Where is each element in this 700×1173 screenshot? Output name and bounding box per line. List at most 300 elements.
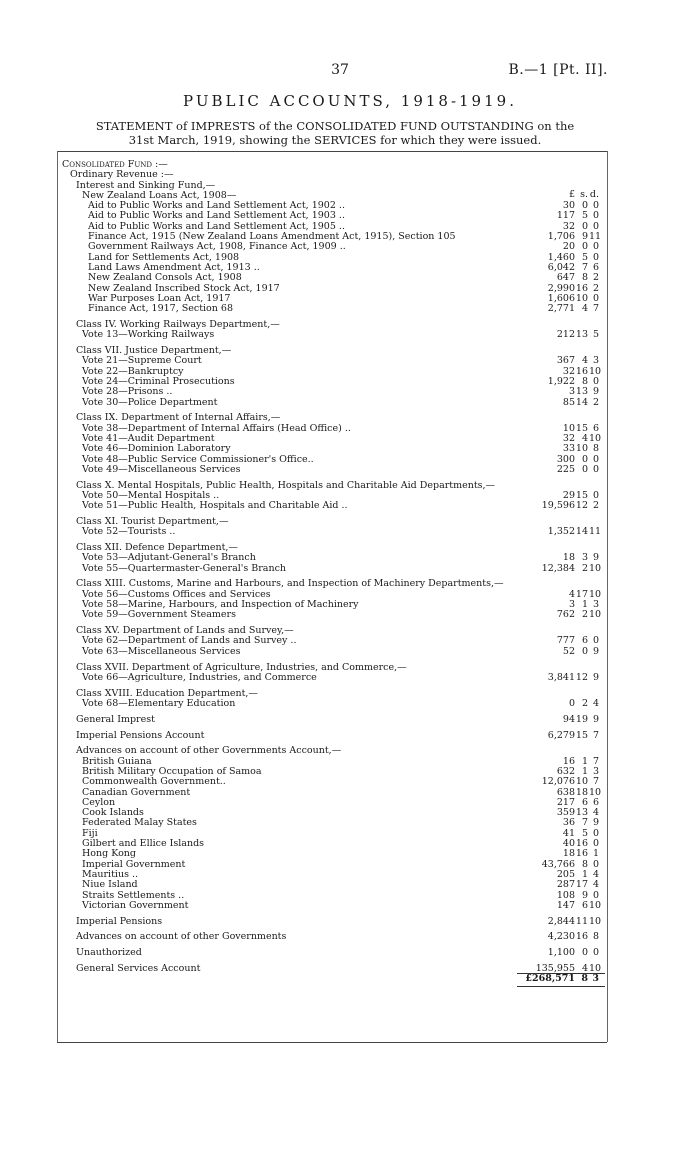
pounds-value: 647 [556, 272, 575, 284]
pounds-value: 43,766 [541, 858, 575, 870]
pence-value: 6 [592, 422, 599, 434]
shillings-value: 5 [581, 251, 588, 263]
table-right-rule [607, 151, 608, 1042]
pounds-value: 117 [556, 210, 575, 222]
amount-row [62, 777, 602, 787]
row-label: Land for Settlements Act, 1908 [88, 251, 240, 263]
row-label: Vote 21—Supreme Court [82, 355, 202, 367]
pence-value: 4 [592, 697, 599, 709]
pence-value: 0 [592, 220, 599, 232]
pence-value: 2 [592, 282, 599, 294]
row-label: Vote 49—Miscellaneous Services [82, 463, 241, 475]
pounds-value: 3 [568, 386, 575, 398]
amount-row [62, 647, 602, 657]
amount [509, 974, 599, 984]
shillings-value: 0 [581, 645, 588, 657]
pence-value: 9 [592, 552, 599, 564]
pence-value: 7 [592, 776, 599, 788]
pence-value: 2 [592, 396, 599, 408]
amount [509, 673, 599, 683]
shillings-value: 8 [581, 375, 588, 387]
pounds-value: 6,042 [547, 261, 575, 273]
row-label: Vote 58—Marine, Harbours, and Inspection of Machinery [82, 599, 359, 611]
amount-row [62, 880, 602, 890]
pence-value: 9 [592, 817, 599, 829]
pounds-value: 94 [562, 713, 575, 725]
pence-value: 4 [592, 868, 599, 880]
pence-value: 10 [589, 588, 602, 600]
shillings-value: 12 [575, 500, 588, 512]
row-label: Class XI. Tourist Department,— [76, 516, 229, 527]
amount-row [62, 860, 602, 870]
row-label: Vote 28—Prisons .. [82, 386, 173, 398]
row-label: Vote 50—Mental Hospitals .. [82, 489, 220, 501]
pounds-value: 32 [562, 365, 575, 377]
shillings-value: 6 [581, 635, 588, 647]
shillings-value: 0 [581, 220, 588, 232]
row-label: Hong Kong [82, 848, 136, 860]
row-label: Vote 41—Audit Department [82, 432, 215, 444]
amount [509, 330, 599, 340]
row-label: Interest and Sinking Fund,— [76, 179, 216, 191]
pence-value: 9 [592, 671, 599, 683]
pence-value: 0 [592, 827, 599, 839]
shillings-value: 5 [581, 827, 588, 839]
row-label: Commonwealth Government.. [82, 776, 226, 788]
amount-row [62, 731, 602, 741]
amount-row [62, 673, 602, 683]
row-label: Vote 22—Bankruptcy [82, 365, 184, 377]
pence-value: 3 [592, 973, 599, 985]
row-label: Vote 51—Public Health, Hospitals and Charitable Aid .. [82, 500, 348, 512]
shillings-value: 13 [575, 386, 588, 398]
row-label: New Zealand Loans Act, 1908— [82, 189, 237, 201]
pounds-value: 367 [556, 355, 575, 367]
pounds-value: 52 [562, 645, 575, 657]
pence-value: 7 [592, 303, 599, 315]
amount-row [62, 901, 602, 911]
pence-value: 0 [592, 241, 599, 253]
pounds-value: 6,279 [547, 729, 575, 741]
pounds-value: 225 [556, 463, 575, 475]
row-label: Vote 24—Criminal Prosecutions [82, 375, 235, 387]
shillings-value: 1 [581, 755, 588, 767]
shillings-value: 16 [575, 838, 588, 850]
shillings-value: 0 [581, 241, 588, 253]
pounds-value: 41 [562, 827, 575, 839]
amount [509, 777, 599, 787]
row-label: Vote 48—Public Service Commissioner's Office.. [82, 453, 314, 465]
amount-row [62, 465, 602, 475]
row-label: Finance Act, 1917, Section 68 [88, 303, 234, 315]
shillings-header: s. [580, 189, 588, 200]
pounds-value: 3 [568, 599, 575, 611]
pounds-value: 3,841 [547, 671, 575, 683]
row-label: Class IX. Department of Internal Affairs,— [76, 412, 281, 424]
shillings-value: 0 [581, 463, 588, 475]
shillings-value: 9 [581, 231, 588, 243]
grand-total-row [62, 974, 602, 984]
shillings-value: 0 [581, 453, 588, 465]
pounds-value: 1,100 [547, 947, 575, 959]
row-label: Aid to Public Works and Land Settlement Act, 1905 .. [88, 220, 345, 232]
row-label: Vote 55—Quartermaster-General's Branch [82, 562, 287, 574]
pence-value: 10 [589, 365, 602, 377]
pence-value: 3 [592, 355, 599, 367]
shillings-value: 11 [575, 915, 588, 927]
pounds-value: 32 [562, 432, 575, 444]
pounds-value: 147 [556, 899, 575, 911]
row-label: Imperial Pensions [76, 915, 163, 927]
pounds-value: 20 [562, 241, 575, 253]
row-label: British Guiana [82, 755, 152, 767]
row-label: Aid to Public Works and Land Settlement Act, 1902 .. [88, 200, 345, 212]
pounds-value: 0 [568, 697, 575, 709]
shillings-value: 2 [581, 562, 588, 574]
row-label: Gilbert and Ellice Islands [82, 838, 205, 850]
pence-value: 8 [592, 931, 599, 943]
amount-row [62, 330, 602, 340]
row-label: Vote 68—Elementary Education [82, 697, 236, 709]
row-label: Imperial Pensions Account [76, 729, 205, 741]
amount-row [62, 818, 602, 828]
pence-value: 0 [592, 200, 599, 212]
page-title: PUBLIC ACCOUNTS, 1918-1919. [183, 92, 517, 110]
row-label: Advances on account of other Governments Account,— [76, 745, 342, 757]
pence-value: 10 [589, 609, 602, 621]
shillings-value: 1 [581, 599, 588, 611]
row-label: Class XV. Department of Lands and Survey,— [76, 625, 294, 637]
row-label: Fiji [82, 827, 98, 839]
shillings-value: 10 [575, 443, 588, 455]
pounds-value: 2,844 [547, 915, 575, 927]
pounds-value: 638 [556, 786, 575, 798]
pence-header: d. [589, 189, 599, 200]
shillings-value: 1 [581, 868, 588, 880]
pence-value: 4 [592, 879, 599, 891]
shillings-value: 16 [575, 365, 588, 377]
pence-value: 2 [592, 272, 599, 284]
row-label: British Military Occupation of Samoa [82, 765, 262, 777]
row-label: Vote 63—Miscellaneous Services [82, 645, 241, 657]
pounds-value: 108 [556, 889, 575, 901]
total-double-rule [517, 986, 605, 987]
pounds-value: 762 [556, 609, 575, 621]
pounds-value: 1,706 [547, 231, 575, 243]
row-label: Class XVII. Department of Agriculture, Industries, and Commerce,— [76, 661, 407, 673]
pence-value: 0 [592, 947, 599, 959]
row-label: Vote 52—Tourists .. [82, 526, 176, 538]
statement-line-2: 31st March, 1919, showing the SERVICES for which they were issued. [128, 133, 542, 147]
pence-value: 9 [592, 645, 599, 657]
row-label: Niue Island [82, 879, 138, 891]
shillings-value: 12 [575, 671, 588, 683]
pounds-value: 32 [562, 220, 575, 232]
row-label: Consolidated Fund :— [62, 159, 168, 170]
amount-row [62, 387, 602, 397]
pence-value: 8 [592, 443, 599, 455]
amount-row [62, 715, 602, 725]
row-label: Cook Islands [82, 807, 144, 819]
shillings-value: 0 [581, 947, 588, 959]
amount-row [62, 444, 602, 454]
row-label: Class IV. Working Railways Department,— [76, 318, 280, 330]
shillings-value: 15 [575, 422, 588, 434]
row-label: General Services Account [76, 962, 201, 974]
pounds-value: 135,955 [535, 962, 575, 974]
pence-value: 4 [592, 807, 599, 819]
shillings-value: 19 [575, 713, 588, 725]
pounds-value: 18 [562, 552, 575, 564]
pounds-value: 30 [562, 200, 575, 212]
row-label: Vote 56—Customs Offices and Services [82, 588, 271, 600]
shillings-value: 16 [575, 931, 588, 943]
shillings-value: 16 [575, 282, 588, 294]
row-label: Vote 38—Department of Internal Affairs (Head Office) .. [82, 422, 351, 434]
pounds-value: 217 [556, 796, 575, 808]
row-label: Federated Malay States [82, 817, 197, 829]
row-label: Straits Settlements .. [82, 889, 185, 901]
amount [509, 880, 599, 890]
pence-value: 0 [592, 210, 599, 222]
pence-value: 10 [589, 562, 602, 574]
amount [509, 562, 602, 574]
pence-value: 10 [589, 915, 602, 927]
pounds-value: 12,076 [541, 776, 575, 788]
row-label: Vote 13—Working Railways [82, 329, 215, 341]
page-header [0, 62, 700, 82]
row-label: Class X. Mental Hospitals, Public Health, Hospitals and Charitable Aid Departments,— [76, 479, 496, 491]
pence-value: 0 [592, 453, 599, 465]
row-label: Vote 30—Police Department [82, 396, 218, 408]
amount-row [62, 839, 602, 849]
pounds-value: 2,990 [547, 282, 575, 294]
pence-value: 6 [592, 796, 599, 808]
amount [509, 715, 599, 725]
statement-line-1: STATEMENT of IMPRESTS of the CONSOLIDATED FUND OUTSTANDING on the [95, 119, 575, 133]
amount-row [62, 527, 602, 537]
shillings-value: 4 [581, 303, 588, 315]
amount [509, 398, 599, 408]
amount-row [62, 501, 602, 511]
pounds-value: 10 [562, 422, 575, 434]
row-label: Class XVIII. Education Department,— [76, 687, 258, 699]
amount [509, 731, 599, 741]
pounds-value: 29 [562, 489, 575, 501]
row-label: Finance Act, 1915 (New Zealand Loans Amendment Act, 1915), Section 105 [88, 231, 456, 243]
amount [509, 899, 602, 911]
row-label: Advances on account of other Governments [76, 931, 287, 943]
shillings-value: 16 [575, 848, 588, 860]
amount-row [62, 304, 602, 314]
shillings-value: 7 [581, 817, 588, 829]
shillings-value: 5 [581, 210, 588, 222]
statement-heading [60, 119, 610, 147]
pounds-header: £ [568, 189, 575, 200]
pounds-value: 33 [562, 443, 575, 455]
pence-value: 0 [592, 838, 599, 850]
row-label: Mauritius .. [82, 868, 138, 880]
row-label: New Zealand Inscribed Stock Act, 1917 [88, 282, 280, 294]
pence-value: 6 [592, 261, 599, 273]
pounds-value: 359 [556, 807, 575, 819]
row-label: Vote 46—Dominion Laboratory [82, 443, 231, 455]
amount-row [62, 788, 602, 798]
amount [509, 699, 599, 709]
shillings-value: 3 [581, 552, 588, 564]
pounds-value: 19,596 [541, 500, 575, 512]
pence-value: 10 [589, 962, 602, 974]
amount-row [62, 398, 602, 408]
amount [509, 647, 599, 657]
pounds-value: £268,571 [525, 973, 575, 985]
amount [509, 501, 599, 511]
pence-value: 10 [589, 899, 602, 911]
row-label: Imperial Government [82, 858, 186, 870]
pence-value: 7 [592, 729, 599, 741]
amount [509, 526, 602, 538]
pence-value: 0 [592, 292, 599, 304]
row-label: Canadian Government [82, 786, 191, 798]
pounds-value: 12,384 [541, 562, 575, 574]
table-top-rule [57, 151, 607, 152]
pence-value: 10 [589, 432, 602, 444]
shillings-value: 9 [581, 889, 588, 901]
table-bottom-rule [57, 1042, 607, 1043]
pence-value: 11 [589, 526, 602, 538]
amount [509, 915, 602, 927]
shillings-value: 7 [581, 261, 588, 273]
shillings-value: 10 [575, 292, 588, 304]
pounds-value: 1,460 [547, 251, 575, 263]
pounds-value: 212 [556, 329, 575, 341]
shillings-value: 8 [581, 272, 588, 284]
pence-value: 5 [592, 329, 599, 341]
pounds-value: 4 [568, 588, 575, 600]
pounds-value: 85 [562, 396, 575, 408]
pence-value: 0 [592, 635, 599, 647]
amount-row [62, 610, 602, 620]
row-label: Vote 62—Department of Lands and Survey .. [82, 635, 297, 647]
shillings-value: 15 [575, 489, 588, 501]
pounds-value: 4,230 [547, 931, 575, 943]
shillings-value: 2 [581, 697, 588, 709]
row-label: War Purposes Loan Act, 1917 [88, 292, 231, 304]
pence-value: 7 [592, 755, 599, 767]
pounds-value: 632 [556, 765, 575, 777]
shillings-value: 6 [581, 899, 588, 911]
shillings-value: 13 [575, 329, 588, 341]
row-label: New Zealand Consols Act, 1908 [88, 272, 242, 284]
pounds-value: 205 [556, 868, 575, 880]
amount [509, 948, 599, 958]
amount [509, 465, 599, 475]
pence-value: 1 [592, 848, 599, 860]
pence-value: 2 [592, 500, 599, 512]
row-label: Class XII. Defence Department,— [76, 542, 238, 554]
shillings-value: 17 [575, 879, 588, 891]
impress-table [62, 160, 602, 986]
row-label: Victorian Government [82, 899, 189, 911]
amount-row [62, 932, 602, 942]
shillings-value: 17 [575, 588, 588, 600]
shillings-value: 10 [575, 776, 588, 788]
pounds-value: 40 [562, 838, 575, 850]
shillings-value: 4 [581, 962, 588, 974]
pence-value: 3 [592, 599, 599, 611]
pence-value: 11 [589, 231, 602, 243]
pounds-value: 2,771 [547, 303, 575, 315]
pence-value: 0 [592, 375, 599, 387]
pence-value: 9 [592, 386, 599, 398]
shillings-value: 13 [575, 807, 588, 819]
amount-row [62, 564, 602, 574]
shillings-value: 6 [581, 796, 588, 808]
pounds-value: 16 [562, 755, 575, 767]
row-label: Class XIII. Customs, Marine and Harbours, and Inspection of Machinery Departments,— [76, 578, 504, 590]
shillings-value: 14 [575, 396, 588, 408]
pence-value: 0 [592, 463, 599, 475]
shillings-value: 2 [581, 609, 588, 621]
row-label: Ceylon [82, 796, 116, 808]
pence-value: 3 [592, 765, 599, 777]
pence-value: 9 [592, 713, 599, 725]
row-label: Government Railways Act, 1908, Finance Act, 1909 .. [88, 241, 346, 253]
row-label: Ordinary Revenue :— [70, 169, 174, 181]
pence-value: 0 [592, 489, 599, 501]
amount-row [62, 917, 602, 927]
shillings-value: 18 [575, 786, 588, 798]
pounds-value: 300 [556, 453, 575, 465]
amount [509, 304, 599, 314]
pounds-value: 1,352 [547, 526, 575, 538]
amount-row [62, 699, 602, 709]
pounds-value: 287 [556, 879, 575, 891]
table-left-rule [57, 151, 58, 1042]
pounds-value: 18 [562, 848, 575, 860]
row-label: Land Laws Amendment Act, 1913 .. [88, 261, 260, 273]
pence-value: 0 [592, 889, 599, 901]
pounds-value: 1,922 [547, 375, 575, 387]
document-reference: B.—1 [Pt. II]. [508, 62, 608, 78]
pence-value: 0 [592, 858, 599, 870]
amount [509, 932, 599, 942]
shillings-value: 1 [581, 765, 588, 777]
pence-value: 0 [592, 251, 599, 263]
pounds-value: 36 [562, 817, 575, 829]
shillings-value: 14 [575, 526, 588, 538]
shillings-value: 4 [581, 432, 588, 444]
amount-row [62, 948, 602, 958]
row-label: Aid to Public Works and Land Settlement Act, 1903 .. [88, 210, 345, 222]
shillings-value: 8 [581, 973, 588, 985]
shillings-value: 8 [581, 858, 588, 870]
shillings-value: 0 [581, 200, 588, 212]
row-label: General Imprest [76, 713, 155, 725]
shillings-value: 15 [575, 729, 588, 741]
shillings-value: 4 [581, 355, 588, 367]
page-number: 37 [331, 62, 349, 78]
pounds-value: 1,606 [547, 292, 575, 304]
amount [509, 387, 599, 397]
pence-value: 10 [589, 786, 602, 798]
row-label: Vote 53—Adjutant-General's Branch [82, 552, 256, 564]
amount-row [62, 870, 602, 880]
row-label: Class VII. Justice Department,— [76, 345, 232, 357]
pounds-value: 777 [556, 635, 575, 647]
row-label: Vote 66—Agriculture, Industries, and Commerce [82, 671, 317, 683]
row-label: Unauthorized [76, 947, 142, 959]
